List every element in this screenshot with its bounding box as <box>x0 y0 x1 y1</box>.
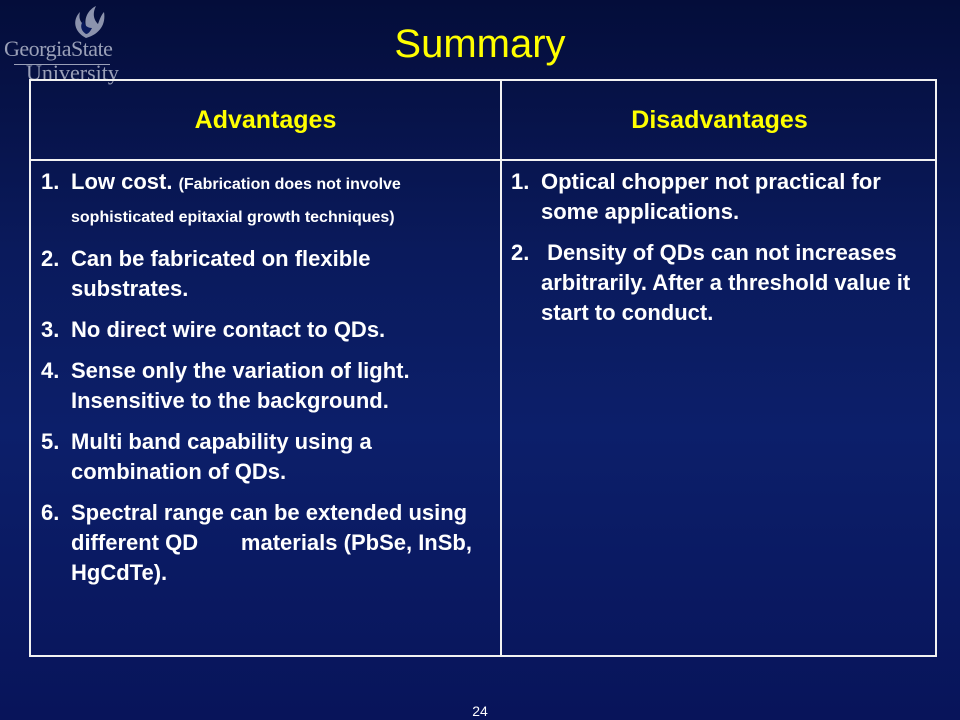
disadvantages-header: Disadvantages <box>631 105 808 134</box>
item-number: 3. <box>41 317 60 342</box>
list-item <box>41 167 491 233</box>
item-text: Optical chopper not practical for some applications. <box>541 169 881 224</box>
slide-title: Summary <box>394 22 566 66</box>
disadvantages-list <box>511 167 931 339</box>
item-number: 2. <box>41 246 60 271</box>
list-item <box>41 356 491 416</box>
item-text: Can be fabricated on flexible substrates. <box>71 246 371 301</box>
item-number: 2. <box>511 240 530 265</box>
item-text: Multi band capability using a combination of QDs. <box>71 429 372 484</box>
advantages-list <box>41 167 491 599</box>
logo-text-line1: GeorgiaState <box>4 36 113 61</box>
item-text: Spectral range can be extended using different QD materials (PbSe, InSb, HgCdTe). <box>71 500 479 585</box>
item-text: Density of QDs can not increases arbitrarily. After a threshold value it start to conduct. <box>541 240 917 325</box>
list-item <box>511 167 931 227</box>
list-item <box>41 315 491 345</box>
item-number: 4. <box>41 358 60 383</box>
list-item <box>511 238 931 328</box>
item-number: 1. <box>511 169 530 194</box>
list-item <box>41 244 491 304</box>
summary-table <box>29 79 937 657</box>
list-item <box>41 427 491 487</box>
item-number: 5. <box>41 429 60 454</box>
page-number: 24 <box>472 703 488 719</box>
item-text: No direct wire contact to QDs. <box>71 317 386 342</box>
item-number: 6. <box>41 500 60 525</box>
item-text: Low cost. <box>71 169 179 194</box>
item-note: (Fabrication does not involve sophisticated epitaxial growth techniques) <box>71 176 401 226</box>
header-divider <box>31 159 935 161</box>
advantages-header: Advantages <box>194 105 337 134</box>
column-divider <box>500 81 502 655</box>
item-number: 1. <box>41 169 60 194</box>
logo-text-line2: University <box>26 60 119 85</box>
item-text: Sense only the variation of light. Insensitive to the background. <box>71 358 410 413</box>
list-item <box>41 498 491 588</box>
